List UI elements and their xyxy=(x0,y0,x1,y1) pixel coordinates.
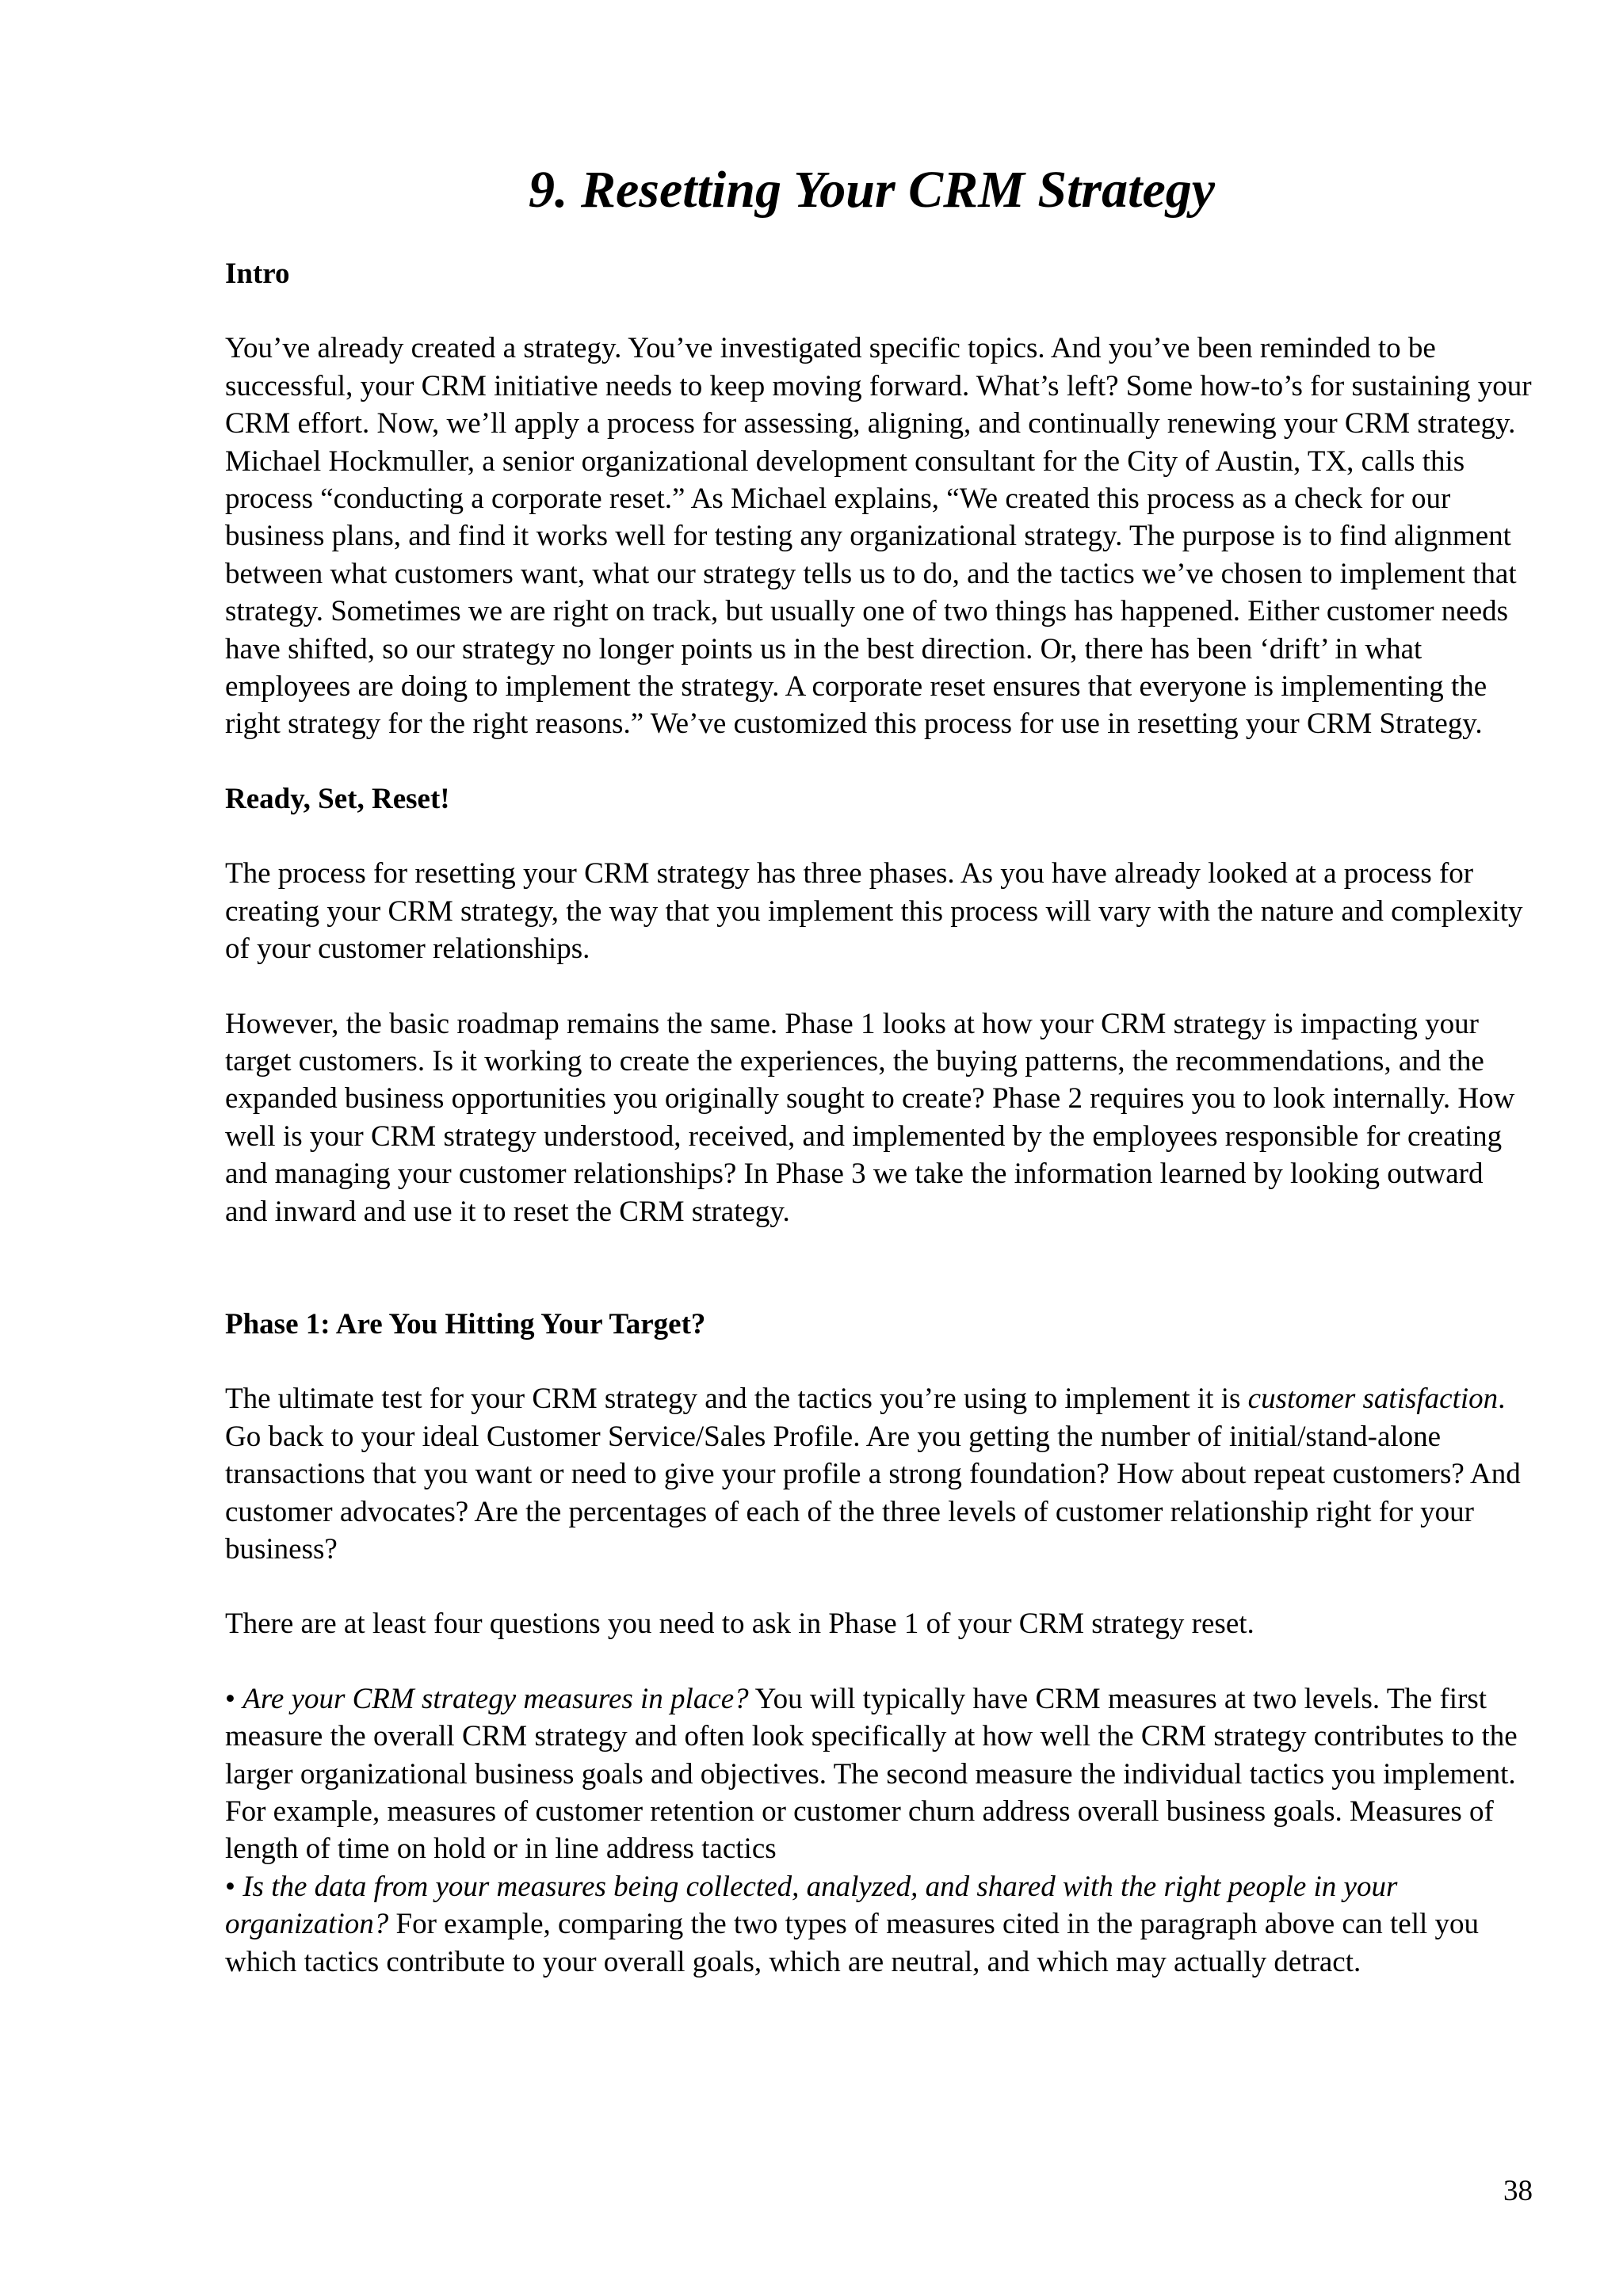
ready-paragraph-1: The process for resetting your CRM strategy has three phases. As you have already looked at a process for creating your CRM strategy, the way that you implement this process will vary with the nature and complexity of your customer relationships. xyxy=(225,857,1523,966)
page-number: 38 xyxy=(1503,2175,1533,2207)
ready-set-reset-heading: Ready, Set, Reset! xyxy=(225,782,450,815)
chapter-title: 9. Resetting Your CRM Strategy xyxy=(528,161,1216,219)
phase-1-paragraph-2: There are at least four questions you need to ask in Phase 1 of your CRM strategy reset. xyxy=(225,1608,1254,1641)
bullet-2-question: Is the data from your measures being collected, analyzed, and shared with the right people in your organization? xyxy=(225,1870,1398,1941)
bullet-icon: • xyxy=(225,1870,235,1903)
intro-paragraph: You’ve already created a strategy. You’ve investigated specific topics. And you’ve been reminded to be successful, your CRM initiative needs to keep moving forward. What’s left? Some how-to’s for sustaining your CRM effort. Now, we’ll apply a process for assessing, aligning, and continually renewing your CRM strategy. Michael Hockmuller, a senior organizational development consultant for the City of Austin, TX, calls this process “conducting a corporate reset.” As Michael explains, “We created this process as a check for our business plans, and find it works well for testing any organizational strategy. The purpose is to find alignment between what customers want, what our strategy tells us to do, and the tactics we’ve chosen to implement that strategy. Sometimes we are right on track, but usually one of two things has happened. Either customer needs have shifted, so our strategy no longer points us in the best direction. Or, there has been ‘drift’ in what employees are doing to implement the strategy. A corporate reset ensures that everyone is implementing the right strategy for the right reasons.” We’ve customized this process for use in resetting your CRM Strategy. xyxy=(225,332,1532,741)
phase-1-p1-after: . Go back to your ideal Customer Service/Sales Profile. Are you getting the number of initial/stand-alone transactions that you want or need to give your profile a strong foundation? How about repeat customers? And customer advocates? Are the percentages of each of the three levels of customer relationship right for your business? xyxy=(225,1383,1521,1566)
bullet-2-text: For example, comparing the two types of measures cited in the paragraph above can tell you which tactics contribute to your overall goals, which are neutral, and which may actually detract. xyxy=(225,1908,1480,1978)
phase-1-p1-before: The ultimate test for your CRM strategy and the tactics you’re using to implement it is xyxy=(225,1383,1248,1416)
phase-1-paragraph-1 xyxy=(225,1380,1533,1568)
phase-1-p1-emphasis: customer satisfaction xyxy=(1247,1383,1499,1416)
bullet-1-question: Are your CRM strategy measures in place? xyxy=(242,1682,749,1715)
bullet-icon: • xyxy=(225,1682,235,1715)
ready-paragraph-2: However, the basic roadmap remains the same. Phase 1 looks at how your CRM strategy is impacting your target customers. Is it working to create the experiences, the buying patterns, the recommendations, and the expanded business opportunities you originally sought to create? Phase 2 requires you to look internally. How well is your CRM strategy understood, received, and implemented by the employees responsible for creating and managing your customer relationships? In Phase 3 we take the information learned by looking outward and inward and use it to reset the CRM strategy. xyxy=(225,1007,1515,1228)
phase-1-heading: Phase 1: Are You Hitting Your Target? xyxy=(225,1307,706,1341)
intro-heading: Intro xyxy=(225,257,290,290)
bullet-item-2 xyxy=(225,1868,1533,1981)
bullet-1-text: You will typically have CRM measures at two levels. The first measure the overall CRM strategy and often look specifically at how well the CRM strategy contributes to the larger organizational business goals and objectives. The second measure the individual tactics you implement. For example, measures of customer retention or customer churn address overall business goals. Measures of length of time on hold or in line address tactics xyxy=(225,1682,1518,1866)
bullet-item-1 xyxy=(225,1680,1533,1868)
page-body xyxy=(225,255,1533,1981)
